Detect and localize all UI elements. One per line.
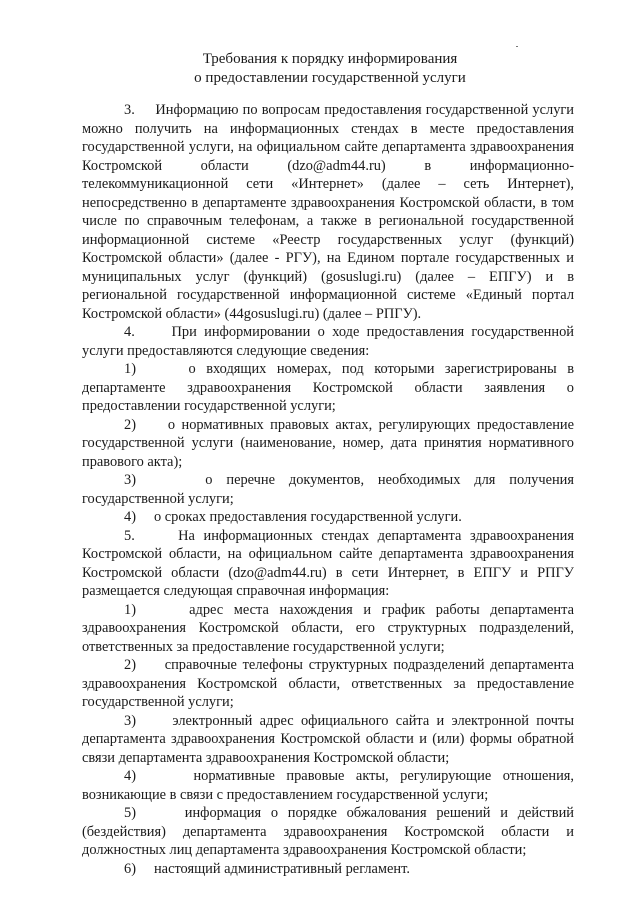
list-item-5-4: 4) нормативные правовые акты, регулирующие отношения, возникающие в связи с предоставлением государственной услуги; (82, 768, 574, 803)
list-item-5-2: 2) справочные телефоны структурных подразделений департамента здравоохранения Костромской области, ответственных за предоставление государственной услуги; (82, 657, 574, 710)
document-body (82, 101, 574, 878)
paragraph-3-info-sources: 3. Информацию по вопросам предоставления государственной услуги можно получить на информационных стендах в месте предоставления государственной услуги, на официальном сайте департамента здравоохранения Костромской области (dzo@adm44.ru) в информационно-телекоммуникационной сети «Интернет» (далее – сеть Интернет), непосредственно в департаменте здравоохранения Костромской области, в том числе по справочным телефонам, а также в региональной государственной информационной системе «Реестр государственных услуг (функций) Костромской области» (далее - РГУ), на Едином портале государственных и муниципальных услуг (функций) (gosuslugi.ru) (далее – ЕПГУ) и в региональной государственной информационной системе «Единый портал Костромской области» (44gosuslugi.ru) (далее – РПГУ). (82, 102, 574, 322)
title-line-1: Требования к порядку информирования (202, 51, 458, 67)
list-item-4-3: 3) о перечне документов, необходимых для получения государственной услуги; (82, 472, 574, 507)
list-item-5-3: 3) электронный адрес официального сайта и электронной почты департамента здравоохранения Костромской области и (или) формы обратной связи департамента здравоохранения Костромской области; (82, 712, 574, 766)
list-item-5-1: 1) адрес места нахождения и график работы департамента здравоохранения Костромской области, его структурных подразделений, ответственных за предоставление государственной услуги; (82, 601, 574, 655)
scan-speck (516, 46, 518, 47)
list-item-5-6: 6) настоящий административный регламент. (124, 860, 410, 877)
list-item-5-5: 5) информация о порядке обжалования решений и действий (бездействия) департамента здравоохранения Костромской области и должностных лиц департамента здравоохранения Костромской области; (82, 805, 574, 858)
paragraph-5-reference-info: 5. На информационных стендах департамента здравоохранения Костромской области, на официальном сайте департамента здравоохранения Костромской области (dzo@adm44.ru) в сети Интернет, в ЕПГУ и РПГУ размещается следующая справочная информация: (82, 527, 574, 599)
paragraph-4-progress-info: 4. При информировании о ходе предоставления государственной услуги предоставляются следующие сведения: (82, 324, 574, 359)
title-line-2: о предоставлении государственной услуги (194, 70, 466, 86)
document-title (80, 50, 580, 88)
list-item-4-4: 4) о сроках предоставления государственной услуги. (124, 509, 462, 525)
list-item-4-2: 2) о нормативных правовых актах, регулирующих предоставление государственной услуги (наименование, номер, дата принятия нормативного правового акта); (82, 416, 574, 470)
list-item-4-1: 1) о входящих номерах, под которыми зарегистрированы в департаменте здравоохранения Костромской области заявления о предоставлении государственной услуги; (82, 361, 574, 414)
